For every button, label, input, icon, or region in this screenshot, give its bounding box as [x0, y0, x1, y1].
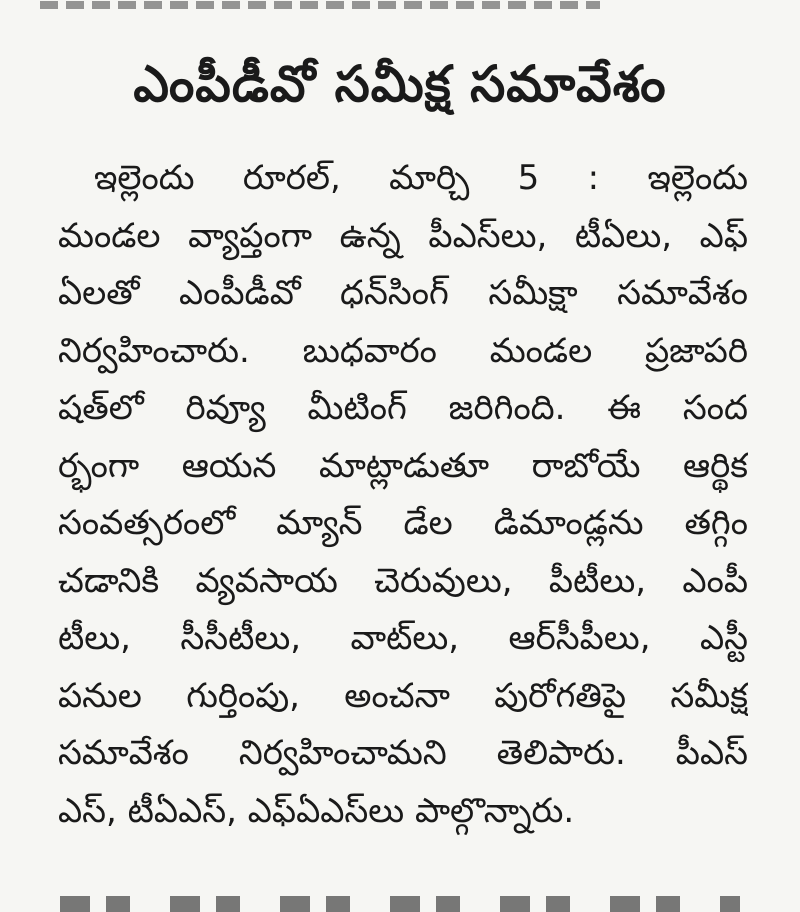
article-line: మండల వ్యాప్తంగా ఉన్న పీఎస్‌లు, టీఏలు, ఎఫ్ — [58, 215, 748, 256]
article-line: ఏలతో ఎంపీడీవో ధన్‌సింగ్ సమీక్షా సమావేశం — [58, 273, 748, 313]
article-line: చడానికి వ్యవసాయ చెరువులు, పీటీలు, ఎంపీ — [58, 560, 748, 601]
article-line: ఎస్, టీఏఎస్, ఎఫ్ఏఎస్‌లు పాల్గొన్నారు. — [58, 790, 575, 831]
article-line: టీలు, సీసీటీలు, వాట్‌లు, ఆర్‌సీపీలు, ఎస్టీ — [58, 618, 748, 658]
article-line: ర్భంగా ఆయన మాట్లాడుతూ రాబోయే ఆర్థిక — [58, 445, 748, 486]
article-line: సంవత్సరంలో మ్యాన్ డేల డిమాండ్లను తగ్గిం — [58, 503, 748, 543]
article-body — [58, 150, 748, 840]
article-line: ఇల్లెందు రూరల్, మార్చి 5 : ఇల్లెందు — [94, 158, 748, 198]
clipped-next-article — [60, 896, 740, 912]
article-line: పనుల గుర్తింపు, అంచనా పురోగతిపై సమీక్ష — [58, 675, 748, 716]
article-line: నిర్వహించారు. బుధవారం మండల ప్రజాపరి — [58, 330, 748, 371]
article-headline: ఎంపీడీవో సమీక్ష సమావేశం — [133, 55, 667, 113]
article-line: సమావేశం నిర్వహించామని తెలిపారు. పీఎస్ — [58, 733, 748, 773]
article-line: షత్‌లో రివ్యూ మీటింగ్ జరిగింది. ఈ సంద — [58, 388, 748, 428]
clipped-previous-article — [40, 0, 760, 14]
